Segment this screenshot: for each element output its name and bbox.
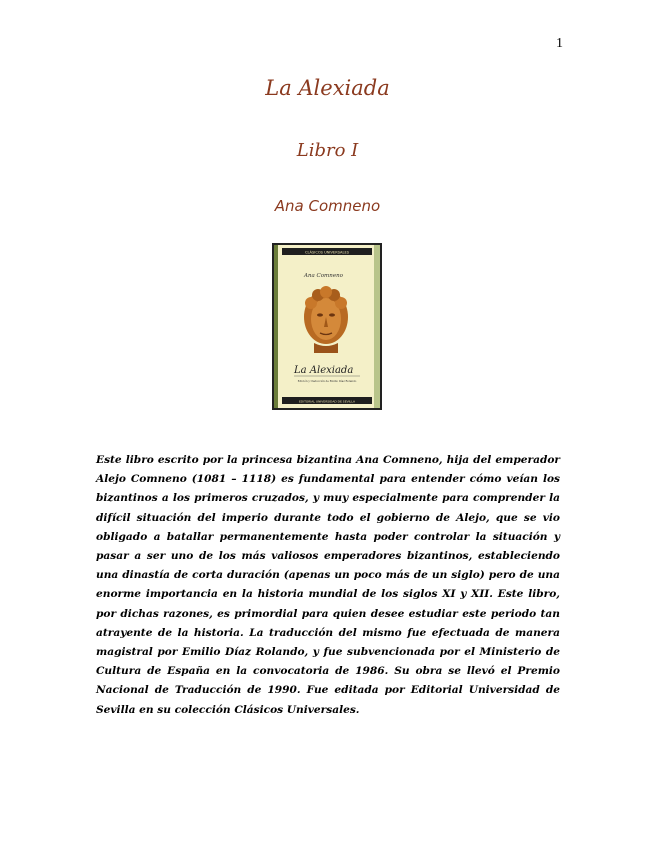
cover-bottom-band-text: EDITORIAL UNIVERSIDAD DE SEVILLA <box>298 399 356 404</box>
book-cover-image <box>272 243 382 410</box>
book-description: Este libro escrito por la princesa bizantina Ana Comneno, hija del emperador Alejo Comneno (1081 – 1118) es fundamental para entender cómo veían los bizantinos a los primeros cruzados, y muy especialmente para comprender la difícil situación del imperio durante todo el gobierno de Alejo, que se vio obligado a batallar permanentemente hasta poder controlar la situación y pasar a ser uno de los más valiosos emperadores bizantinos, estableciendo una dinastía de corta duración (apenas un poco más de un siglo) pero de una enorme importancia en la historia mundial de los siglos XI y XII. Este libro, por dichas razones, es primordial para quien desee estudiar este periodo tan atrayente de la historia. La traducción del mismo fue efectuada de manera magistral por Emilio Díaz Rolando, y fue subvencionada por el Ministerio de Cultura de España en la convocatoria de 1986. Su obra se llevó el Premio Nacional de Traducción de 1990. Fue editada por Editorial Universidad de Sevilla en su colección Clásicos Universales. <box>96 454 560 716</box>
book-author: Ana Comneno <box>274 197 381 215</box>
book-subtitle: Libro I <box>296 140 359 161</box>
golden-bust-icon <box>304 286 348 353</box>
cover-author-text: Ana Comneno <box>304 273 343 279</box>
page-number: 1 <box>556 36 563 51</box>
cover-title-text: La Alexiada <box>294 365 354 376</box>
cover-top-band-text: CLÁSICOS UNIVERSALES <box>304 250 350 255</box>
cover-edition-text: Edición y traducción de Emilio Díaz Rolando <box>297 380 357 383</box>
cover-artwork <box>274 245 380 408</box>
book-title: La Alexiada <box>265 76 390 100</box>
